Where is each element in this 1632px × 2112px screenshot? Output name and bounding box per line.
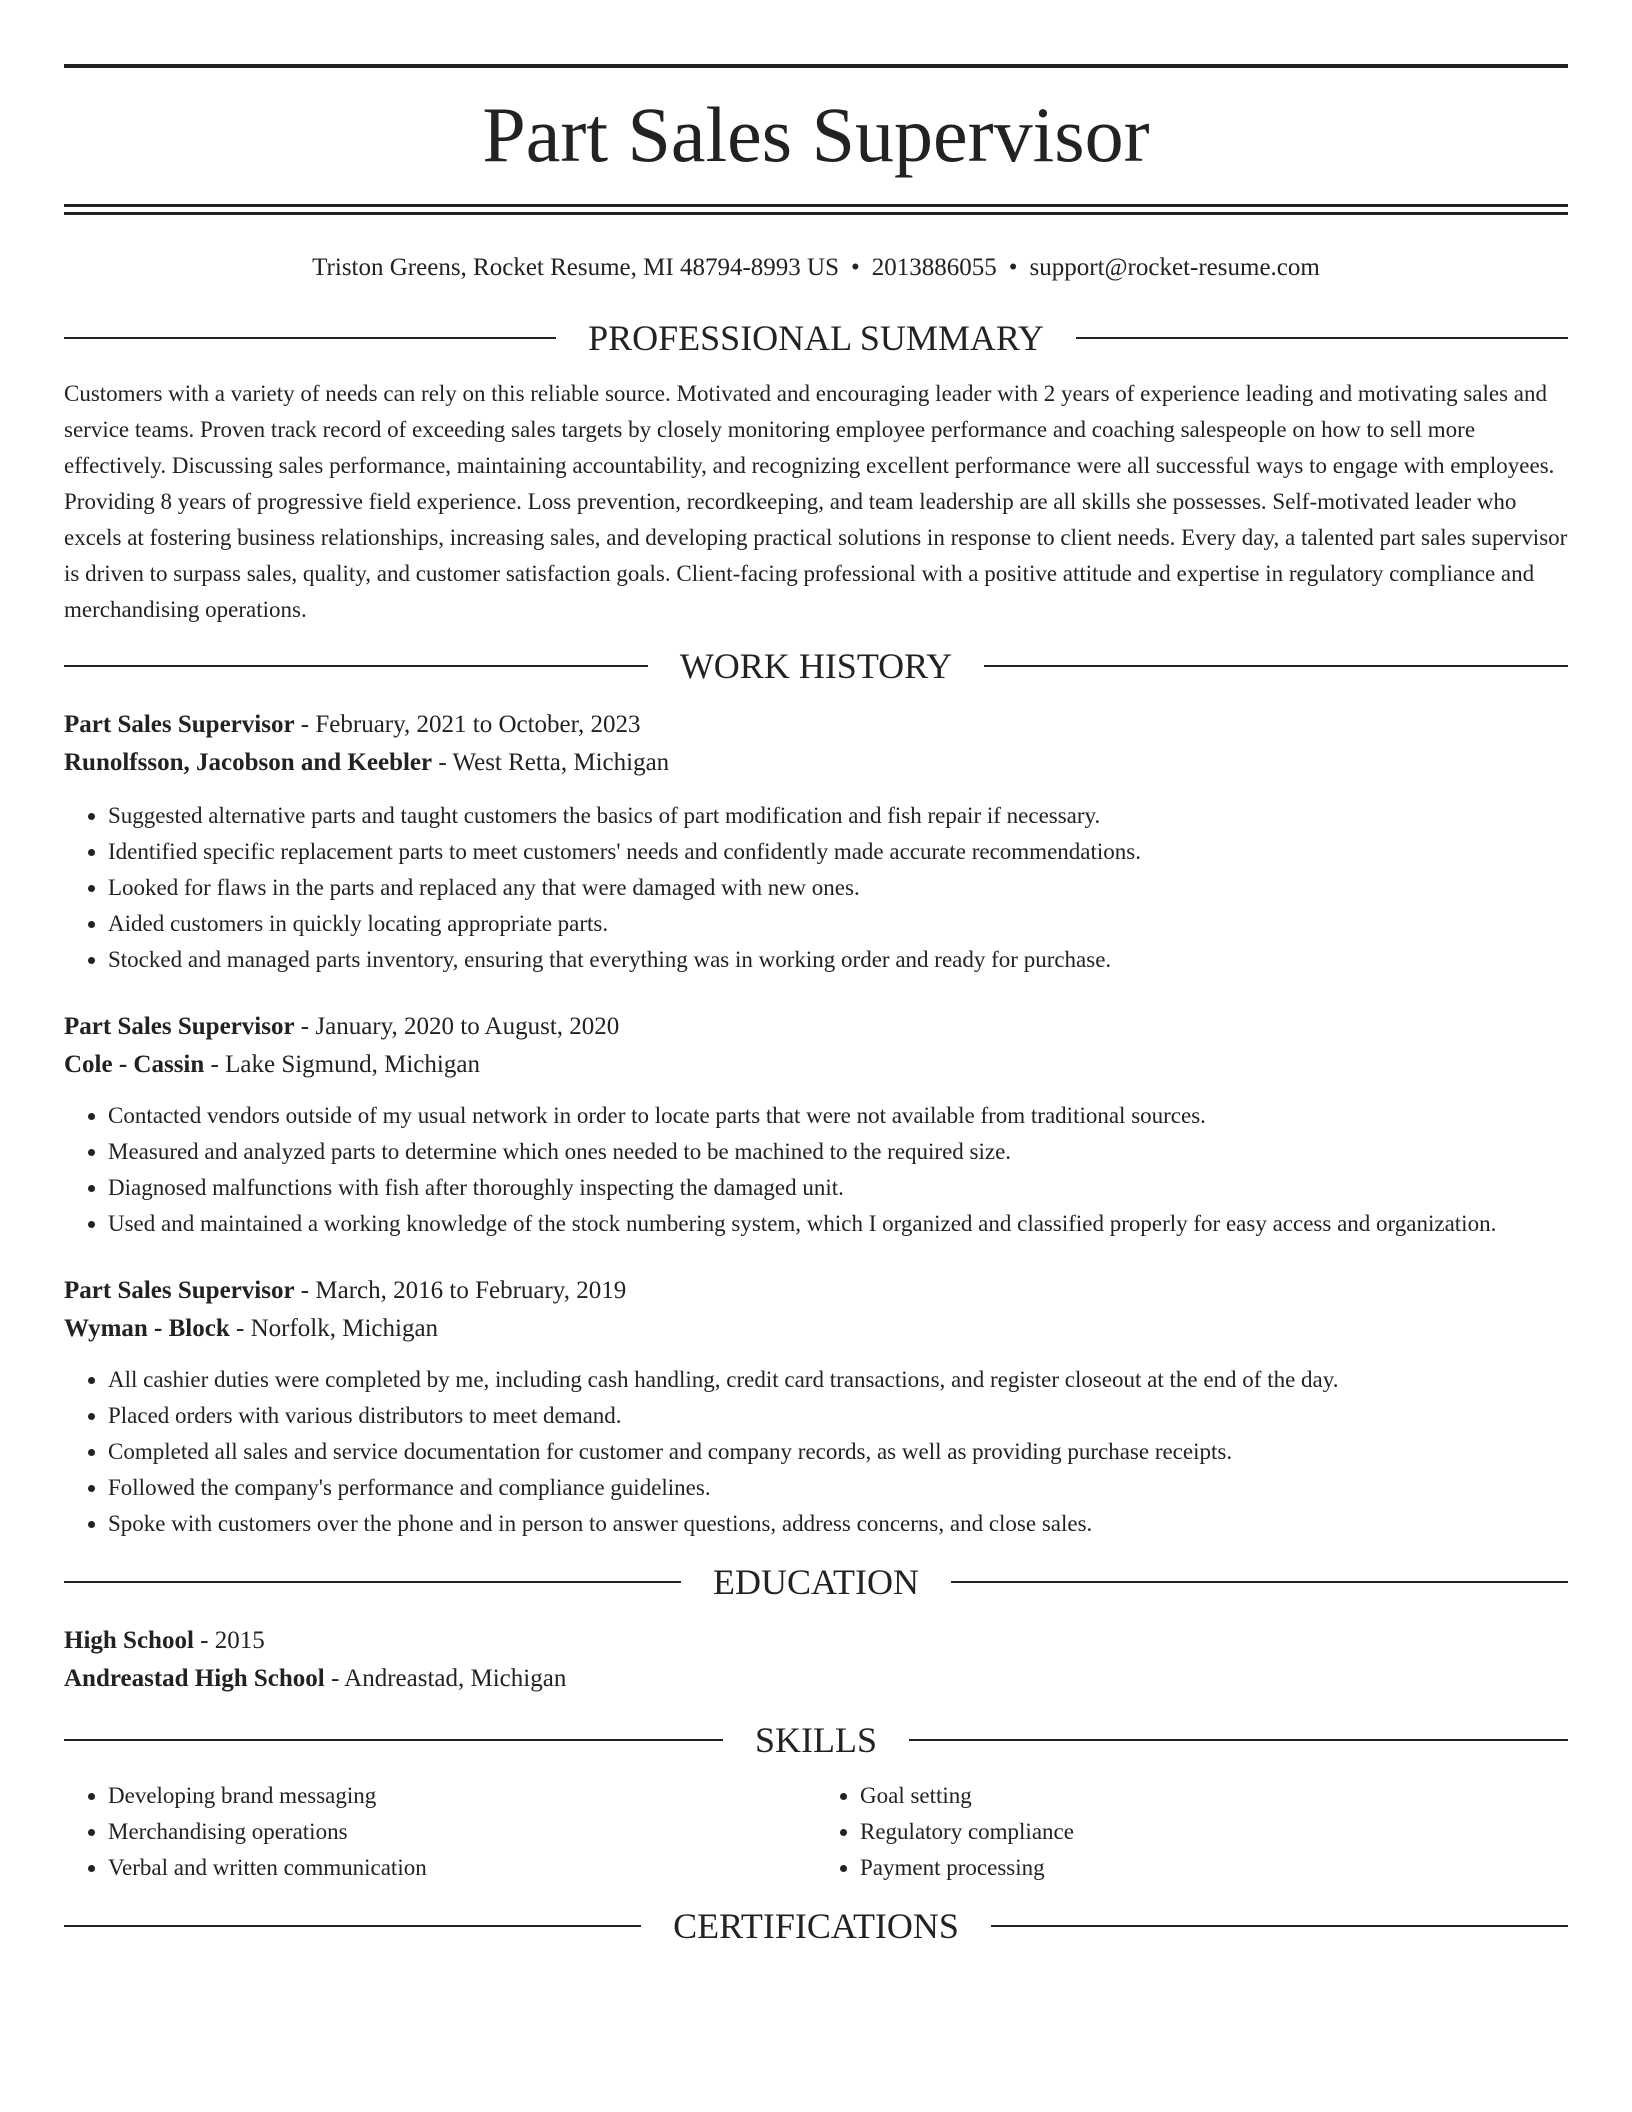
contact-line <box>64 253 1568 283</box>
job-dates: - February, 2021 to October, 2023 <box>294 711 641 738</box>
heading-rule-left <box>64 1581 681 1583</box>
list-item: • Followed the company's performance and compliance guidelines. <box>108 1470 1568 1506</box>
list-item: • Looked for flaws in the parts and replaced any that were damaged with new ones. <box>108 870 1568 906</box>
heading-rule-right <box>1076 337 1568 339</box>
job-location: - Norfolk, Michigan <box>229 1315 439 1342</box>
list-item: • Stocked and managed parts inventory, ensuring that everything was in working order and ready for purchase. <box>108 942 1568 978</box>
skill-item: • Verbal and written communication <box>108 1850 816 1886</box>
section-heading-summary <box>64 320 1568 356</box>
section-heading-certifications <box>64 1908 1568 1944</box>
skills-column-right <box>816 1778 1568 1886</box>
job-company: Wyman - Block <box>64 1315 230 1342</box>
job-dates: - March, 2016 to February, 2019 <box>294 1277 627 1304</box>
job-bullets <box>64 1098 1568 1242</box>
section-title: EDUCATION <box>713 1562 919 1602</box>
job-entry <box>64 1008 1568 1242</box>
skill-item: • Regulatory compliance <box>860 1814 1568 1850</box>
job-dates: - January, 2020 to August, 2020 <box>294 1013 620 1040</box>
job-title-line <box>64 706 1568 744</box>
education-entry <box>64 1622 1568 1698</box>
list-item: • Identified specific replacement parts to meet customers' needs and confidently made accurate recommendations. <box>108 834 1568 870</box>
heading-rule-right <box>984 665 1568 667</box>
education-year: - 2015 <box>193 1627 265 1654</box>
education-school-line <box>64 1660 1568 1698</box>
contact-phone: 2013886055 <box>871 254 997 281</box>
job-bullets <box>64 1362 1568 1542</box>
heading-rule-right <box>951 1581 1568 1583</box>
section-title: CERTIFICATIONS <box>673 1906 959 1946</box>
section-title: SKILLS <box>755 1720 878 1760</box>
title-double-rule <box>64 204 1568 215</box>
job-entry <box>64 706 1568 978</box>
list-item: • Spoke with customers over the phone and in person to answer questions, address concerns, and close sales. <box>108 1506 1568 1542</box>
job-company-line <box>64 1046 1568 1084</box>
list-item: • Used and maintained a working knowledge of the stock numbering system, which I organized and classified properly for easy access and organization. <box>108 1206 1568 1242</box>
list-item: • Measured and analyzed parts to determine which ones needed to be machined to the required size. <box>108 1134 1568 1170</box>
list-item: • Contacted vendors outside of my usual network in order to locate parts that were not available from traditional sources. <box>108 1098 1568 1134</box>
job-company: Cole - Cassin <box>64 1051 205 1078</box>
job-title: Part Sales Supervisor <box>64 711 295 738</box>
education-location: - Andreastad, Michigan <box>324 1665 567 1692</box>
job-company-line <box>64 1310 1568 1348</box>
job-location: - Lake Sigmund, Michigan <box>204 1051 480 1078</box>
list-item: • Aided customers in quickly locating appropriate parts. <box>108 906 1568 942</box>
heading-rule-left <box>64 665 648 667</box>
list-item: • Diagnosed malfunctions with fish after thoroughly inspecting the damaged unit. <box>108 1170 1568 1206</box>
job-title: Part Sales Supervisor <box>64 1277 295 1304</box>
job-bullets <box>64 798 1568 978</box>
contact-email[interactable]: support@rocket-resume.com <box>1029 254 1320 281</box>
education-school: Andreastad High School <box>64 1665 325 1692</box>
job-title-line <box>64 1272 1568 1310</box>
contact-separator: • <box>851 254 860 281</box>
heading-rule-left <box>64 1925 641 1927</box>
section-title: WORK HISTORY <box>679 646 953 686</box>
skills-column-left <box>64 1778 816 1886</box>
education-degree: High School <box>64 1627 194 1654</box>
section-heading-education <box>64 1564 1568 1600</box>
skill-item: • Payment processing <box>860 1850 1568 1886</box>
section-heading-skills <box>64 1722 1568 1758</box>
heading-rule-right <box>909 1739 1568 1741</box>
contact-address: Triston Greens, Rocket Resume, MI 48794-8993 US <box>312 254 839 281</box>
list-item: • All cashier duties were completed by me, including cash handling, credit card transactions, and register closeout at the end of the day. <box>108 1362 1568 1398</box>
job-company: Runolfsson, Jacobson and Keebler <box>64 749 433 776</box>
summary-text: Customers with a variety of needs can rely on this reliable source. Motivated and encouraging leader with 2 years of experience leading and motivating sales and service teams. Proven track record of exceeding sales targets by closely monitoring employee performance and coaching salespeople on how to sell more effectively. Discussing sales performance, maintaining accountability, and recognizing excellent performance were all successful ways to engage with employees. Providing 8 years of progressive field experience. Loss prevention, recordkeeping, and team leadership are all skills she possesses. Self-motivated leader who excels at fostering business relationships, increasing sales, and developing practical solutions in response to client needs. Every day, a talented part sales supervisor is driven to surpass sales, quality, and customer satisfaction goals. Client-facing professional with a positive attitude and expertise in regulatory compliance and merchandising operations. <box>64 381 1568 622</box>
job-entry <box>64 1272 1568 1542</box>
job-location: - West Retta, Michigan <box>432 749 670 776</box>
skill-item: • Merchandising operations <box>108 1814 816 1850</box>
job-title-line <box>64 1008 1568 1046</box>
section-title: PROFESSIONAL SUMMARY <box>588 318 1044 358</box>
list-item: • Placed orders with various distributors to meet demand. <box>108 1398 1568 1434</box>
list-item: • Completed all sales and service documentation for customer and company records, as well as providing purchase receipts. <box>108 1434 1568 1470</box>
resume-title: Part Sales Supervisor <box>482 91 1150 178</box>
job-title: Part Sales Supervisor <box>64 1013 295 1040</box>
job-company-line <box>64 744 1568 782</box>
heading-rule-left <box>64 337 556 339</box>
list-item: • Suggested alternative parts and taught customers the basics of part modification and fish repair if necessary. <box>108 798 1568 834</box>
skill-item: • Developing brand messaging <box>108 1778 816 1814</box>
skills-list <box>64 1778 1568 1886</box>
education-degree-line <box>64 1622 1568 1660</box>
heading-rule-left <box>64 1739 723 1741</box>
section-heading-work <box>64 648 1568 684</box>
skill-item: • Goal setting <box>860 1778 1568 1814</box>
heading-rule-right <box>991 1925 1568 1927</box>
contact-separator: • <box>1008 254 1018 281</box>
